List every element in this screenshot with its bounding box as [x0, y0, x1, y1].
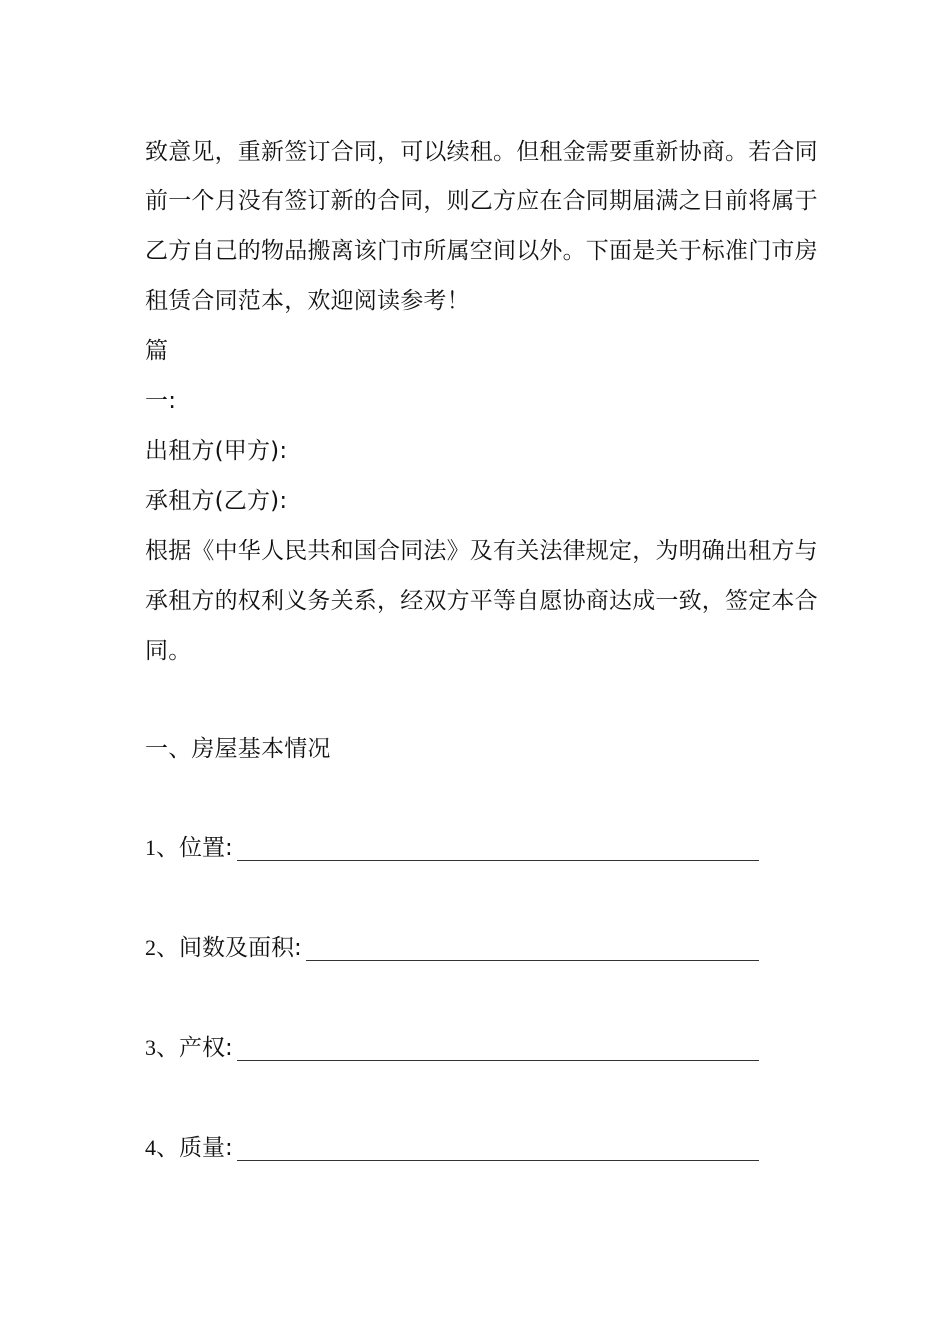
part-label: 篇: [145, 338, 169, 364]
intro-line-1: 致意见，重新签订合同，可以续租。但租金需要重新协商。若合同: [145, 139, 818, 165]
intro-line-2: 前一个月没有签订新的合同，则乙方应在合同期届满之日前将属于: [145, 188, 818, 214]
field-number: 1: [145, 835, 156, 860]
field-label: 、质量:: [156, 1135, 233, 1161]
field-rooms-area: [145, 933, 759, 963]
preamble-line-1: 根据《中华人民共和国合同法》及有关法律规定，为明确出租方与: [145, 538, 818, 564]
field-number: 3: [145, 1035, 156, 1060]
field-label: 、位置:: [156, 835, 233, 861]
field-number: 4: [145, 1135, 156, 1160]
field-label: 、间数及面积:: [156, 935, 302, 961]
part-number: 一:: [145, 388, 177, 414]
intro-line-4: 租赁合同范本，欢迎阅读参考！: [145, 288, 470, 314]
field-number: 2: [145, 935, 156, 960]
preamble-line-2: 承租方的权利义务关系，经双方平等自愿协商达成一致，签定本合: [145, 588, 818, 614]
intro-line-3: 乙方自己的物品搬离该门市所属空间以外。下面是关于标准门市房: [145, 238, 818, 264]
preamble-line-3: 同。: [145, 638, 192, 664]
lessee-line: 承租方(乙方):: [145, 488, 288, 514]
field-location: [145, 833, 759, 863]
field-property-right: [145, 1033, 759, 1063]
field-label: 、产权:: [156, 1035, 233, 1061]
section-title: 一、房屋基本情况: [145, 736, 331, 762]
fill-in-blank[interactable]: [306, 938, 759, 961]
field-quality: [145, 1133, 759, 1163]
lessor-line: 出租方(甲方):: [145, 438, 288, 464]
fill-in-blank[interactable]: [237, 838, 759, 861]
fill-in-blank[interactable]: [237, 1038, 759, 1061]
fill-in-blank[interactable]: [237, 1138, 759, 1161]
